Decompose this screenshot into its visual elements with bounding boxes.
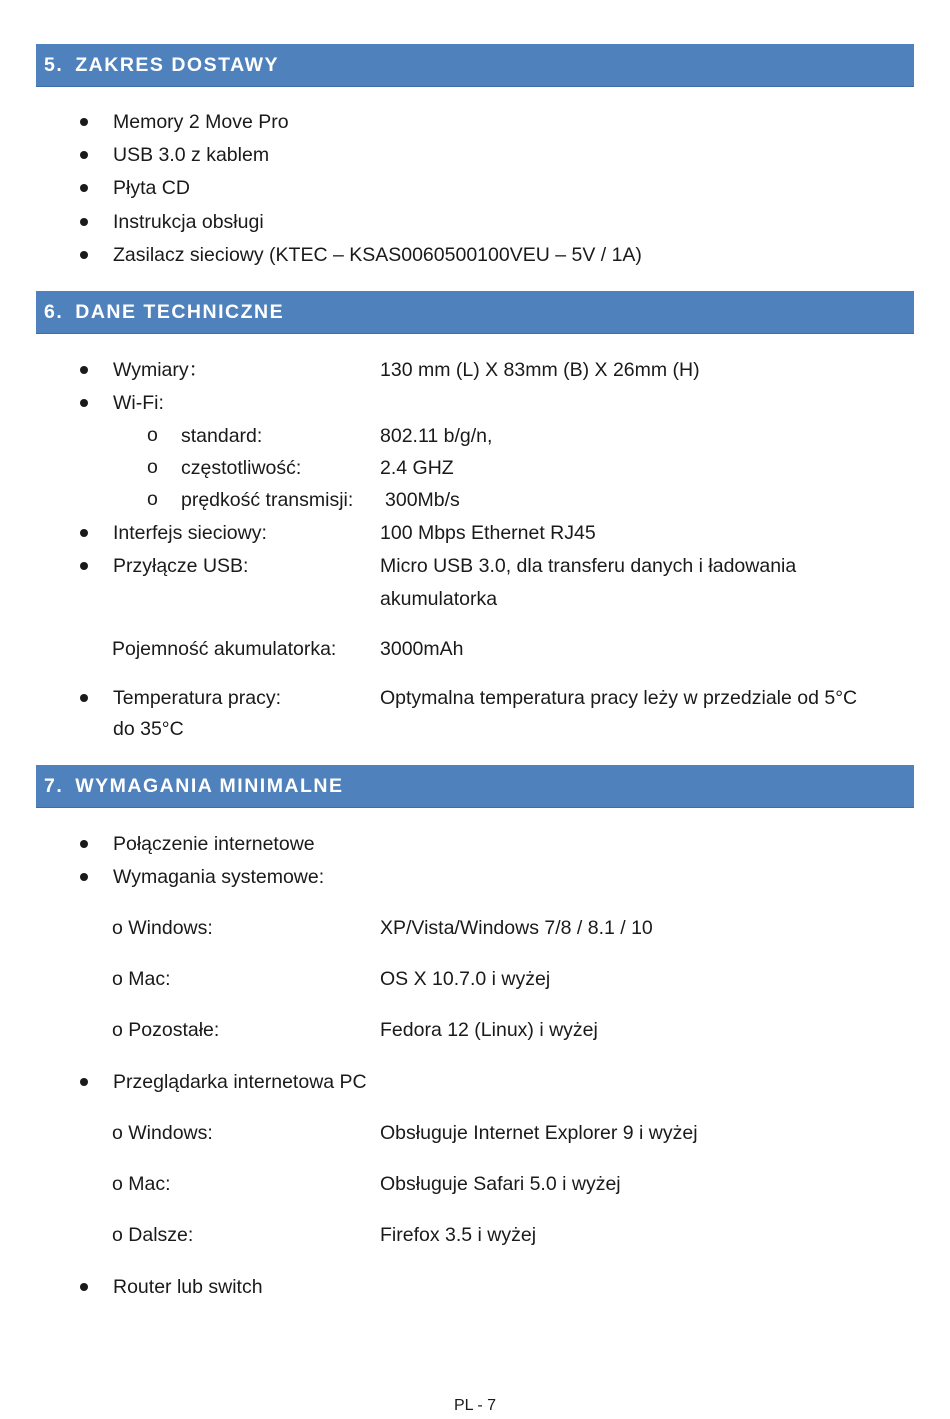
bullet-icon xyxy=(80,694,88,702)
spec-value-speed: 300Mb/s xyxy=(385,489,460,511)
spec-value-frequency: 2.4 GHZ xyxy=(380,457,454,479)
bullet-icon xyxy=(80,218,88,226)
bullet-icon xyxy=(80,840,88,848)
sub-bullet-icon: o xyxy=(147,424,158,446)
spec-value-temperature-continued: do 35°C xyxy=(113,718,184,740)
spec-value-usb-continued: akumulatorka xyxy=(380,588,498,610)
browser-mac-value: Obsługuje Safari 5.0 i wyżej xyxy=(380,1173,621,1195)
bullet-icon xyxy=(80,562,88,570)
list-item: Zasilacz sieciowy (KTEC – KSAS0060500100VEU – 5V / 1A) xyxy=(113,244,642,266)
spec-label-wifi: Wi-Fi: xyxy=(113,392,164,414)
spec-label-standard: standard: xyxy=(181,425,263,447)
section-header-7 xyxy=(36,765,914,808)
bullet-icon xyxy=(80,366,88,374)
section-title: WYMAGANIA MINIMALNE xyxy=(75,774,344,797)
bullet-icon xyxy=(80,184,88,192)
spec-value-usb: Micro USB 3.0, dla transferu danych i ładowania xyxy=(380,555,797,577)
spec-label-speed: prędkość transmisji: xyxy=(181,489,354,511)
section-header-6 xyxy=(36,291,914,334)
page-number: PL - 7 xyxy=(453,1397,497,1414)
sub-bullet-icon: o xyxy=(147,488,158,510)
bullet-icon xyxy=(80,1078,88,1086)
spec-label-network: Interfejs sieciowy: xyxy=(113,522,267,544)
spec-label-capacity: Pojemność akumulatorka: xyxy=(112,638,337,660)
section-title: DANE TECHNICZNE xyxy=(75,300,285,323)
section-number: 7. xyxy=(44,774,64,797)
spec-label-temperature: Temperatura pracy: xyxy=(113,687,281,709)
spec-value-dimensions: 130 mm (L) X 83mm (B) X 26mm (H) xyxy=(380,359,700,381)
bullet-icon xyxy=(80,1283,88,1291)
browser-windows-value: Obsługuje Internet Explorer 9 i wyżej xyxy=(380,1122,698,1144)
sys-windows-label: o Windows: xyxy=(112,917,213,939)
sys-other-label: o Pozostałe: xyxy=(112,1019,220,1041)
requirement-internet: Połączenie internetowe xyxy=(113,833,315,855)
list-item: Memory 2 Move Pro xyxy=(113,111,289,133)
section-number: 5. xyxy=(44,53,64,76)
bullet-icon xyxy=(80,873,88,881)
bullet-icon xyxy=(80,118,88,126)
list-item: Instrukcja obsługi xyxy=(113,211,264,233)
sys-mac-label: o Mac: xyxy=(112,968,171,990)
spec-value-network: 100 Mbps Ethernet RJ45 xyxy=(380,522,596,544)
section-title: ZAKRES DOSTAWY xyxy=(75,53,279,76)
list-item: USB 3.0 z kablem xyxy=(113,144,270,166)
sys-mac-value: OS X 10.7.0 i wyżej xyxy=(380,968,551,990)
requirement-browser: Przeglądarka internetowa PC xyxy=(113,1071,367,1093)
spec-label-usb: Przyłącze USB: xyxy=(113,555,249,577)
browser-other-label: o Dalsze: xyxy=(112,1224,194,1246)
sub-bullet-icon: o xyxy=(147,456,158,478)
bullet-icon xyxy=(80,529,88,537)
browser-other-value: Firefox 3.5 i wyżej xyxy=(380,1224,537,1246)
sys-windows-value: XP/Vista/Windows 7/8 / 8.1 / 10 xyxy=(380,917,653,939)
section-header-5 xyxy=(36,44,914,87)
spec-value-capacity: 3000mAh xyxy=(380,638,464,660)
requirement-router: Router lub switch xyxy=(113,1276,263,1298)
spec-label-dimensions: Wymiary： xyxy=(113,359,209,381)
spec-value-temperature: Optymalna temperatura pracy leży w przedziale od 5°C xyxy=(380,687,858,709)
requirement-system: Wymagania systemowe: xyxy=(113,866,325,888)
bullet-icon xyxy=(80,251,88,259)
browser-mac-label: o Mac: xyxy=(112,1173,171,1195)
browser-windows-label: o Windows: xyxy=(112,1122,213,1144)
bullet-icon xyxy=(80,151,88,159)
list-item: Płyta CD xyxy=(113,177,190,199)
spec-label-frequency: częstotliwość: xyxy=(181,457,302,479)
spec-value-standard: 802.11 b/g/n, xyxy=(380,425,493,447)
bullet-icon xyxy=(80,399,88,407)
section-number: 6. xyxy=(44,300,64,323)
sys-other-value: Fedora 12 (Linux) i wyżej xyxy=(380,1019,598,1041)
